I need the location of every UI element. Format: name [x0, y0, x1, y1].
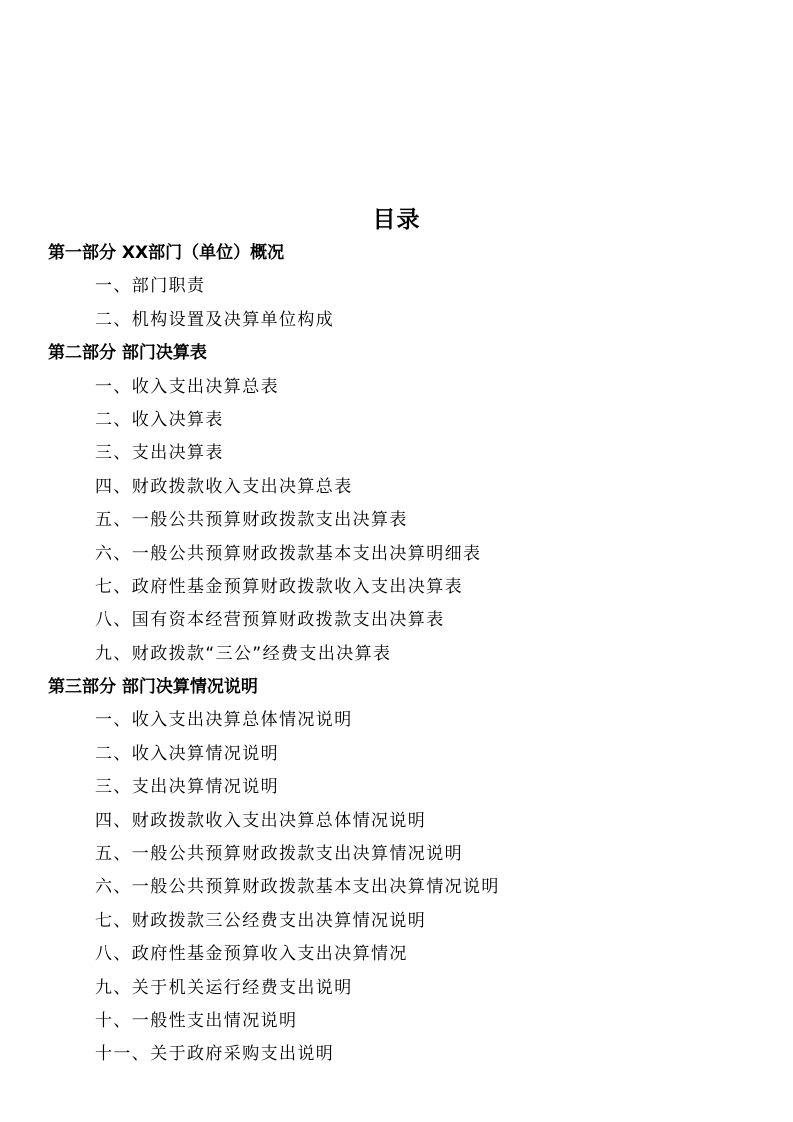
table-of-contents [0, 237, 793, 1072]
toc-part-2-item[interactable]: 九、财政拨款“三公”经费支出决算表 [95, 643, 392, 664]
toc-part-3-item[interactable]: 八、政府性基金预算收入支出决算情况 [95, 944, 408, 965]
toc-part-2-item[interactable]: 七、政府性基金预算财政拨款收入支出决算表 [95, 576, 463, 597]
toc-part-3-item[interactable]: 四、财政拨款收入支出决算总体情况说明 [95, 810, 427, 831]
toc-part-2-item[interactable]: 五、一般公共预算财政拨款支出决算表 [95, 510, 408, 531]
toc-part-3-item[interactable]: 二、收入决算情况说明 [95, 743, 279, 764]
toc-part-3-item[interactable]: 十一、关于政府采购支出说明 [95, 1044, 335, 1065]
toc-part-2-item[interactable]: 三、支出决算表 [95, 443, 224, 464]
toc-part-1-item[interactable]: 二、机构设置及决算单位构成 [95, 309, 335, 330]
toc-part-3-item[interactable]: 一、收入支出决算总体情况说明 [95, 710, 353, 731]
toc-part-2-item[interactable]: 二、收入决算表 [95, 409, 224, 430]
toc-part-3-item[interactable]: 十、一般性支出情况说明 [95, 1010, 298, 1031]
page-title: 目录 [372, 207, 421, 233]
toc-part-1-item[interactable]: 一、部门职责 [95, 276, 206, 297]
toc-part-2-heading[interactable]: 第二部分 部门决算表 [48, 343, 207, 364]
toc-part-3-heading[interactable]: 第三部分 部门决算情况说明 [48, 677, 258, 698]
toc-part-3-item[interactable]: 九、关于机关运行经费支出说明 [95, 977, 353, 998]
toc-part-2-item[interactable]: 六、一般公共预算财政拨款基本支出决算明细表 [95, 543, 482, 564]
toc-part-1-heading[interactable]: 第一部分 XX部门（单位）概况 [48, 243, 285, 263]
toc-part-3-item[interactable]: 七、财政拨款三公经费支出决算情况说明 [95, 910, 427, 931]
toc-part-3-item[interactable]: 三、支出决算情况说明 [95, 777, 279, 798]
toc-part-2-item[interactable]: 八、国有资本经营预算财政拨款支出决算表 [95, 610, 445, 631]
toc-part-2-item[interactable]: 四、财政拨款收入支出决算总表 [95, 476, 353, 497]
toc-part-3-item[interactable]: 五、一般公共预算财政拨款支出决算情况说明 [95, 844, 463, 865]
toc-part-3-item[interactable]: 六、一般公共预算财政拨款基本支出决算情况说明 [95, 877, 500, 898]
toc-part-2-item[interactable]: 一、收入支出决算总表 [95, 376, 279, 397]
